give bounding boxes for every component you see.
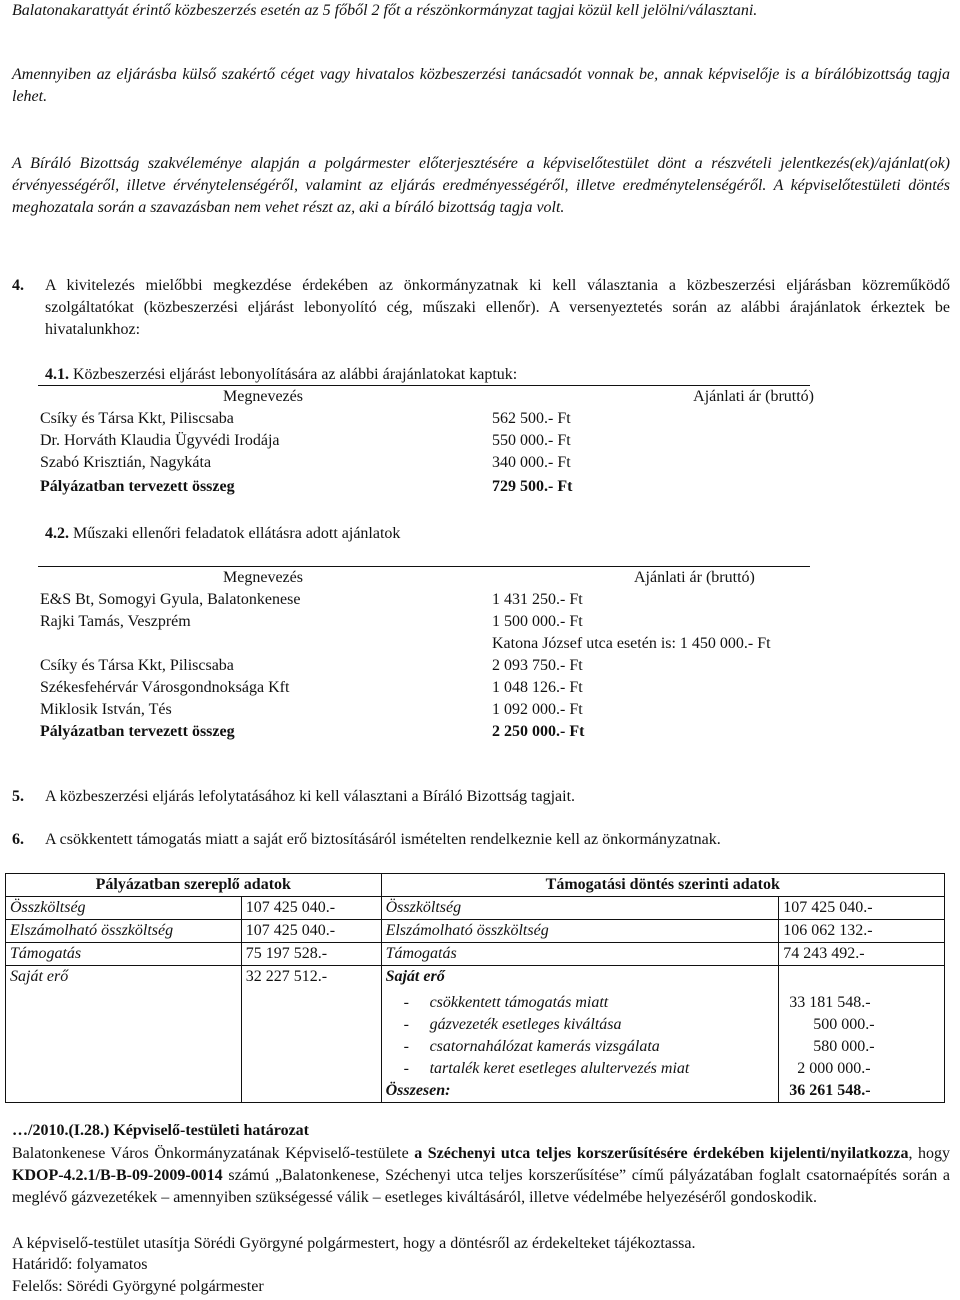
total-label: Pályázatban tervezett összeg (40, 723, 235, 740)
offer-name: Csíky és Társa Kkt, Piliscsaba (40, 410, 234, 427)
total-label: Pályázatban tervezett összeg (40, 478, 235, 495)
left-label: Támogatás (6, 943, 242, 966)
section-4-1-number: 4.1. (45, 366, 69, 383)
breakdown-values (779, 966, 945, 1103)
offer-price: 550 000.- Ft (492, 432, 571, 449)
section-6-text: A csökkentett támogatás miatt a saját erő biztosításáról ismételten rendelkeznie kell az önkormányzatnak. (45, 831, 721, 848)
breakdown-item (386, 1014, 775, 1036)
offer-name: Csíky és Társa Kkt, Piliscsaba (40, 657, 234, 674)
dash-bullet: - (403, 1060, 409, 1077)
table-row (34, 452, 814, 474)
table-row (34, 589, 894, 611)
section-5-text: A közbeszerzési eljárás lefolytatásához ki kell választani a Bíráló Bizottság tagjait. (45, 788, 576, 805)
section-5-number: 5. (12, 788, 24, 805)
left-value: 107 425 040.- (241, 920, 381, 943)
table-row (6, 966, 945, 1103)
section-4-1-heading (45, 364, 517, 386)
resolution-text-part: Balatonkenese Város Önkormányzatának Képviselő-testülete (12, 1145, 415, 1162)
total-value: 2 250 000.- Ft (492, 723, 585, 740)
col-header-name: Megnevezés (223, 388, 303, 405)
offer-price: 1 500 000.- Ft (492, 613, 583, 630)
dash-bullet: - (403, 994, 409, 1011)
breakdown-value: 500 000.- (813, 1016, 875, 1033)
resolution-deadline: Határidő: folyamatos (12, 1256, 148, 1273)
right-value: 107 425 040.- (779, 897, 945, 920)
offer-price: 1 092 000.- Ft (492, 701, 583, 718)
table-total-row (34, 721, 894, 743)
project-code: KDOP-4.2.1/B-B-09-2009-0014 (12, 1167, 223, 1184)
table-header-row (6, 874, 945, 897)
resolution-text (12, 1143, 950, 1209)
resolution-text-bold: a Széchenyi utca teljes korszerűsítésére érdekében kijelenti/nyilatkozza (414, 1145, 909, 1162)
col-header-name: Megnevezés (223, 569, 303, 586)
offer-price: 340 000.- Ft (492, 454, 571, 471)
offer-price: 1 048 126.- Ft (492, 679, 583, 696)
resolution-instruction: A képviselő-testület utasítja Sörédi Györgyné polgármestert, hogy a döntésről az érdekelteket tájékoztassa. (12, 1235, 696, 1252)
breakdown-item (386, 992, 775, 1014)
table-row (34, 655, 894, 677)
offer-price: 1 431 250.- Ft (492, 591, 583, 608)
para-bb-members: Balatonakarattyát érintő közbeszerzés esetén az 5 főből 2 főt a részönkormányzat tagjai közül kell jelölni/választani. (12, 2, 758, 19)
col-header-price: Ajánlati ár (bruttó) (634, 569, 755, 586)
breakdown-label: tartalék keret esetleges alultervezés miat (429, 1060, 690, 1077)
table-row (34, 430, 814, 452)
section-4-1-text: Közbeszerzési eljárást lebonyolítására az alábbi árajánlatokat kaptuk: (69, 366, 518, 383)
right-value: 74 243 492.- (779, 943, 945, 966)
table-row (34, 699, 894, 721)
sum-value: 36 261 548.- (789, 1082, 871, 1099)
dash-bullet: - (403, 1038, 409, 1055)
resolution-responsible: Felelős: Sörédi Györgyné polgármester (12, 1278, 264, 1295)
breakdown-item (386, 1036, 775, 1058)
breakdown-value: 2 000 000.- (797, 1060, 871, 1077)
breakdown-value: 33 181 548.- (789, 994, 871, 1011)
offer-name (34, 633, 486, 655)
breakdown-label: csatornahálózat kamerás vizsgálata (429, 1038, 660, 1055)
total-value: 729 500.- Ft (492, 478, 573, 495)
own-funds-label: Saját erő (385, 968, 445, 985)
table-4-1 (34, 386, 814, 498)
table-header-row (34, 567, 894, 589)
section-4-text: A kivitelezés mielőbbi megkezdése érdekében az önkormányzatnak ki kell választania a közbeszerzési eljárásban közreműködő szolgáltatókat (közbeszerzési eljárást lebonyolító cég, műszaki ellenőr). A versenyeztetés során az alábbi árajánlatok érkeztek be hivatalunkhoz: (45, 277, 950, 338)
section-4-number: 4. (12, 277, 24, 294)
table-row (34, 633, 894, 655)
left-label: Összköltség (6, 897, 242, 920)
offer-name: Rajki Tamás, Veszprém (40, 613, 191, 630)
right-value: 106 062 132.- (779, 920, 945, 943)
table-header-row (34, 386, 814, 408)
breakdown-label: gázvezeték esetleges kiváltása (429, 1016, 622, 1033)
table-total-row (34, 474, 814, 498)
right-label: Támogatás (381, 943, 779, 966)
table-4-2 (34, 567, 894, 743)
section-4-2-number: 4.2. (45, 525, 69, 542)
sum-label: Összesen: (385, 1082, 451, 1099)
resolution-text-part: , hogy (908, 1145, 951, 1162)
col-header-price: Ajánlati ár (bruttó) (693, 388, 814, 405)
para-external-expert: Amennyiben az eljárásba külső szakértő céget vagy hivatalos közbeszerzési tanácsadót vonnak be, annak képviselője is a bírálóbizottság tagja lehet. (12, 66, 950, 105)
offer-price: 2 093 750.- Ft (492, 657, 583, 674)
table-row (6, 943, 945, 966)
section-4-2-text: Műszaki ellenőri feladatok ellátásra adott ajánlatok (69, 525, 401, 542)
right-header: Támogatási döntés szerinti adatok (381, 874, 944, 897)
para-committee-opinion: A Bíráló Bizottság szakvéleménye alapján a polgármester előterjesztésére a képviselőtestület dönt a részvételi jelentkezés(ek)/ajánlat(ok) érvényességéről, illetve érvénytelenségéről, valamint az eljárás eredményességéről, illetve eredménytelenségéről. A képviselőtestületi döntés meghozatala során a szavazásban nem vehet részt az, aki a bíráló bizottság tagja volt. (12, 155, 950, 216)
offer-price: 562 500.- Ft (492, 410, 571, 427)
table-row (6, 920, 945, 943)
table-row (34, 408, 814, 430)
left-value: 107 425 040.- (241, 897, 381, 920)
resolution-text-part: számú „Balatonkenese, Széchenyi utca teljes korszerűsítése” című pályázatában foglalt csatornaépítés során a meglévő gázvezetékek – amennyiben szükségessé válik – esetleges kiváltásáról, illetve védelmébe helyezéséről gondoskodik. (12, 1167, 950, 1206)
offer-name: E&S Bt, Somogyi Gyula, Balatonkenese (40, 591, 301, 608)
section-6-number: 6. (12, 831, 24, 848)
offer-name: Dr. Horváth Klaudia Ügyvédi Irodája (40, 432, 280, 449)
breakdown-label: csökkentett támogatás miatt (429, 994, 609, 1011)
right-label: Elszámolható összköltség (381, 920, 779, 943)
table-row (34, 611, 894, 633)
left-label: Elszámolható összköltség (6, 920, 242, 943)
left-label: Saját erő (6, 966, 242, 1103)
offer-name: Székesfehérvár Városgondnoksága Kft (40, 679, 290, 696)
breakdown-item (386, 1058, 775, 1080)
table-row (6, 897, 945, 920)
breakdown-value: 580 000.- (813, 1038, 875, 1055)
resolution-title: …/2010.(I.28.) Képviselő-testületi határozat (12, 1122, 309, 1139)
section-4-2-heading (45, 523, 400, 545)
left-header: Pályázatban szereplő adatok (6, 874, 382, 897)
right-label: Összköltség (381, 897, 779, 920)
left-value: 32 227 512.- (241, 966, 381, 1103)
offer-name: Miklosik István, Tés (40, 701, 172, 718)
offer-name: Szabó Krisztián, Nagykáta (40, 454, 212, 471)
table-row (34, 677, 894, 699)
left-value: 75 197 528.- (241, 943, 381, 966)
own-funds-breakdown (381, 966, 779, 1103)
offer-price-note: Katona József utca esetén is: 1 450 000.- Ft (492, 635, 771, 652)
dash-bullet: - (403, 1016, 409, 1033)
funding-comparison-table (5, 873, 945, 1103)
